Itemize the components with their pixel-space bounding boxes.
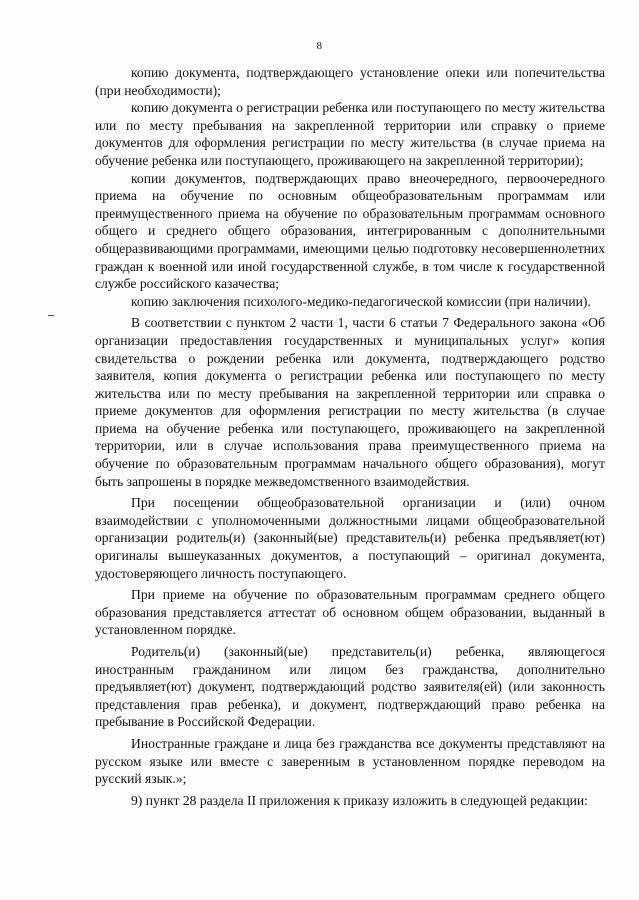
paragraph-registration-copy: копию документа о регистрации ребенка или поступающего по месту жительства или по месту пребывания на закрепленной территории или справку о приеме документов для оформления регистрации по месту жительства (в случае приема на обучение ребенка или поступающего, проживающего на закрепленной территории); — [95, 100, 605, 168]
paragraph-item-9: 9) пункт 28 раздела II приложения к приказу изложить в следующей редакции: — [131, 792, 588, 808]
page-number: 8 — [316, 40, 323, 52]
paragraph-guardianship-copy: копию документа, подтверждающего установление опеки или попечительства (при необходимости); — [95, 65, 605, 98]
paragraph-secondary-education: При приеме на обучение по образовательным программам среднего общего образования представляется аттестат об основном общем образовании, выданный в установленном порядке. — [95, 587, 605, 638]
paragraph-federal-law: В соответствии с пунктом 2 части 1, части 6 статьи 7 Федерального закона «Об организации предоставления государственных и муниципальных услуг» копия свидетельства о рождении ребенка или документа, подтверждающего родство заявителя, копия документа о регистрации ребенка или поступающего по месту жительства или по месту пребывания на закрепленной территории или справка о приеме документов для оформления регистрации по месту жительства (в случае приема на обучение ребенка или поступающего, проживающего на закрепленной территории, или в случае использования права преимущественного приема на обучение по образовательным программам начального общего образования), могут быть запрошены в порядке межведомственного взаимодействия. — [95, 315, 605, 489]
paragraph-commission-conclusion: копию заключения психолого-медико-педагогической комиссии (при наличии). — [131, 293, 591, 309]
paragraph-in-person-visit: При посещении общеобразовательной организации и (или) очном взаимодействии с уполномоченными должностными лицами общеобразовательной организации родитель(и) (законный(ые) представитель(и) ребенка предъявляет(ют) оригиналы вышеуказанных документов, а поступающий – оригинал документа, удостоверяющего личность поступающего. — [95, 495, 605, 581]
paragraph-priority-rights-copy: копии документов, подтверждающих право внеочередного, первоочередного приема на обучение по основным общеобразовательным программам или преимущественного приема на обучение по образовательным программам основного общего и среднего общего образования, интегрированным с дополнительными общеразвивающими программами, имеющими целью подготовку несовершеннолетних граждан к военной или иной государственной службе, в том числе к государственной службе российского казачества; — [95, 170, 605, 292]
paragraph-russian-translation: Иностранные граждане и лица без гражданства все документы представляют на русском языке или вместе с заверенным в установленном порядке переводом на русский язык.»; — [95, 735, 605, 787]
paragraph-foreign-citizen: Родитель(и) (законный(ые) представитель(и) ребенка, являющегося иностранным гражданином или лицом без гражданства, дополнительно предъявляет(ют) документ, подтверждающий родство заявителя(ей) (или законность представления прав ребенка), и документ, подтверждающий право ребенка на пребывание в Российской Федерации. — [95, 644, 605, 730]
margin-mark — [48, 315, 54, 316]
document-body — [95, 64, 605, 809]
